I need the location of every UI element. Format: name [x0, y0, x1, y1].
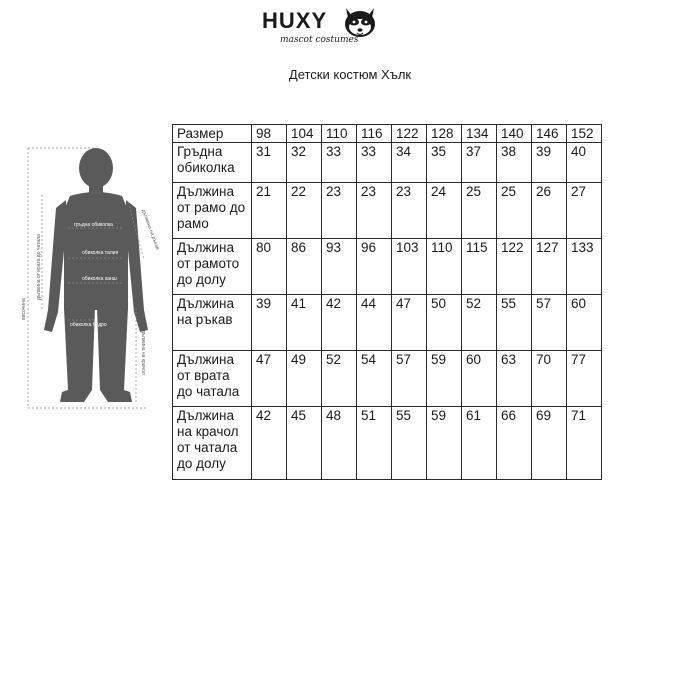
measurement-cell: 25 — [462, 183, 497, 239]
measurement-cell: 93 — [322, 239, 357, 295]
page-title: Детски костюм Хълк — [288, 67, 412, 82]
measurement-cell: 33 — [357, 143, 392, 183]
measurement-cell: 23 — [357, 183, 392, 239]
size-header-label: Размер — [173, 125, 252, 143]
measurement-cell: 69 — [532, 407, 567, 480]
measurement-cell: 59 — [427, 407, 462, 480]
measurement-cell: 38 — [497, 143, 532, 183]
measurement-cell: 47 — [392, 295, 427, 351]
table-row — [173, 407, 602, 480]
measurement-cell: 39 — [532, 143, 567, 183]
measurement-cell: 37 — [462, 143, 497, 183]
measurement-cell: 110 — [427, 239, 462, 295]
measurement-cell: 71 — [567, 407, 602, 480]
measurement-label: Дължина от врата до чатала — [173, 351, 252, 407]
measurement-label: Гръдна обиколка — [173, 143, 252, 183]
measurement-label: Дължина на ръкав — [173, 295, 252, 351]
measurement-cell: 80 — [252, 239, 287, 295]
measurement-cell: 33 — [322, 143, 357, 183]
brand-name: HUXY — [262, 8, 328, 33]
measurement-cell: 22 — [287, 183, 322, 239]
measurement-cell: 51 — [357, 407, 392, 480]
size-header-cell: 122 — [392, 125, 427, 143]
measurement-cell: 23 — [392, 183, 427, 239]
measurement-cell: 77 — [567, 351, 602, 407]
table-row — [173, 143, 602, 183]
measurement-cell: 23 — [322, 183, 357, 239]
measurement-cell: 42 — [322, 295, 357, 351]
measurement-cell: 52 — [322, 351, 357, 407]
table-row — [173, 295, 602, 351]
figure-label-chest: гръдна обиколка — [74, 222, 113, 228]
figure-label-neck-to-crotch: дължина от врата до чатала — [36, 234, 42, 300]
measurement-cell: 24 — [427, 183, 462, 239]
brand-tagline: mascot costumes — [280, 35, 359, 45]
figure-head — [79, 148, 113, 188]
measurement-cell: 45 — [287, 407, 322, 480]
measurement-cell: 25 — [497, 183, 532, 239]
size-header-cell: 140 — [497, 125, 532, 143]
measurement-cell: 39 — [252, 295, 287, 351]
raccoon-mascot-icon — [338, 2, 382, 42]
measurement-cell: 44 — [357, 295, 392, 351]
measurement-cell: 133 — [567, 239, 602, 295]
measurement-cell: 42 — [252, 407, 287, 480]
measurement-label: Дължина от рамо до рамо — [173, 183, 252, 239]
figure-label-thigh: обиколка бедро — [70, 322, 107, 328]
measurement-label: Дължина от рамото до долу — [173, 239, 252, 295]
measurement-cell: 70 — [532, 351, 567, 407]
measurement-cell: 40 — [567, 143, 602, 183]
measurement-cell: 49 — [287, 351, 322, 407]
figure-label-height: височина — [21, 298, 27, 320]
size-header-cell: 146 — [532, 125, 567, 143]
figure-label-sleeve: дължина на ръкав — [140, 208, 161, 251]
table-row — [173, 239, 602, 295]
size-chart-table — [172, 124, 602, 480]
figure-label-waist: обиколка талия — [82, 250, 119, 256]
measurement-cell: 32 — [287, 143, 322, 183]
size-header-cell: 116 — [357, 125, 392, 143]
measurement-cell: 96 — [357, 239, 392, 295]
measurement-cell: 41 — [287, 295, 322, 351]
measurement-cell: 27 — [567, 183, 602, 239]
size-header-cell: 104 — [287, 125, 322, 143]
measurement-cell: 59 — [427, 351, 462, 407]
measurement-cell: 35 — [427, 143, 462, 183]
measurement-cell: 57 — [532, 295, 567, 351]
measurement-cell: 34 — [392, 143, 427, 183]
measurement-cell: 21 — [252, 183, 287, 239]
measurement-cell: 122 — [497, 239, 532, 295]
measurement-cell: 86 — [287, 239, 322, 295]
size-header-cell: 110 — [322, 125, 357, 143]
measurement-cell: 61 — [462, 407, 497, 480]
measurement-cell: 48 — [322, 407, 357, 480]
measurement-cell: 57 — [392, 351, 427, 407]
figure-label-hips: обиколка ханш — [82, 276, 117, 282]
measurement-cell: 31 — [252, 143, 287, 183]
child-measurement-figure — [18, 140, 168, 415]
measurement-cell: 54 — [357, 351, 392, 407]
table-row — [173, 351, 602, 407]
measurement-cell: 127 — [532, 239, 567, 295]
size-header-cell: 152 — [567, 125, 602, 143]
measurement-cell: 47 — [252, 351, 287, 407]
measurement-cell: 55 — [497, 295, 532, 351]
figure-label-inseam: дължина на крачол — [140, 330, 146, 375]
measurement-label: Дължина на крачол от чатала до долу — [173, 407, 252, 480]
table-row — [173, 183, 602, 239]
measurement-cell: 52 — [462, 295, 497, 351]
size-header-cell: 128 — [427, 125, 462, 143]
brand-logo — [262, 2, 384, 60]
size-header-cell: 98 — [252, 125, 287, 143]
measurement-cell: 66 — [497, 407, 532, 480]
measurement-cell: 55 — [392, 407, 427, 480]
measurement-cell: 60 — [462, 351, 497, 407]
measurement-cell: 63 — [497, 351, 532, 407]
measurement-cell: 115 — [462, 239, 497, 295]
measurement-cell: 50 — [427, 295, 462, 351]
table-header-row — [173, 125, 602, 143]
measurement-cell: 26 — [532, 183, 567, 239]
measurement-cell: 103 — [392, 239, 427, 295]
measurement-cell: 60 — [567, 295, 602, 351]
size-header-cell: 134 — [462, 125, 497, 143]
